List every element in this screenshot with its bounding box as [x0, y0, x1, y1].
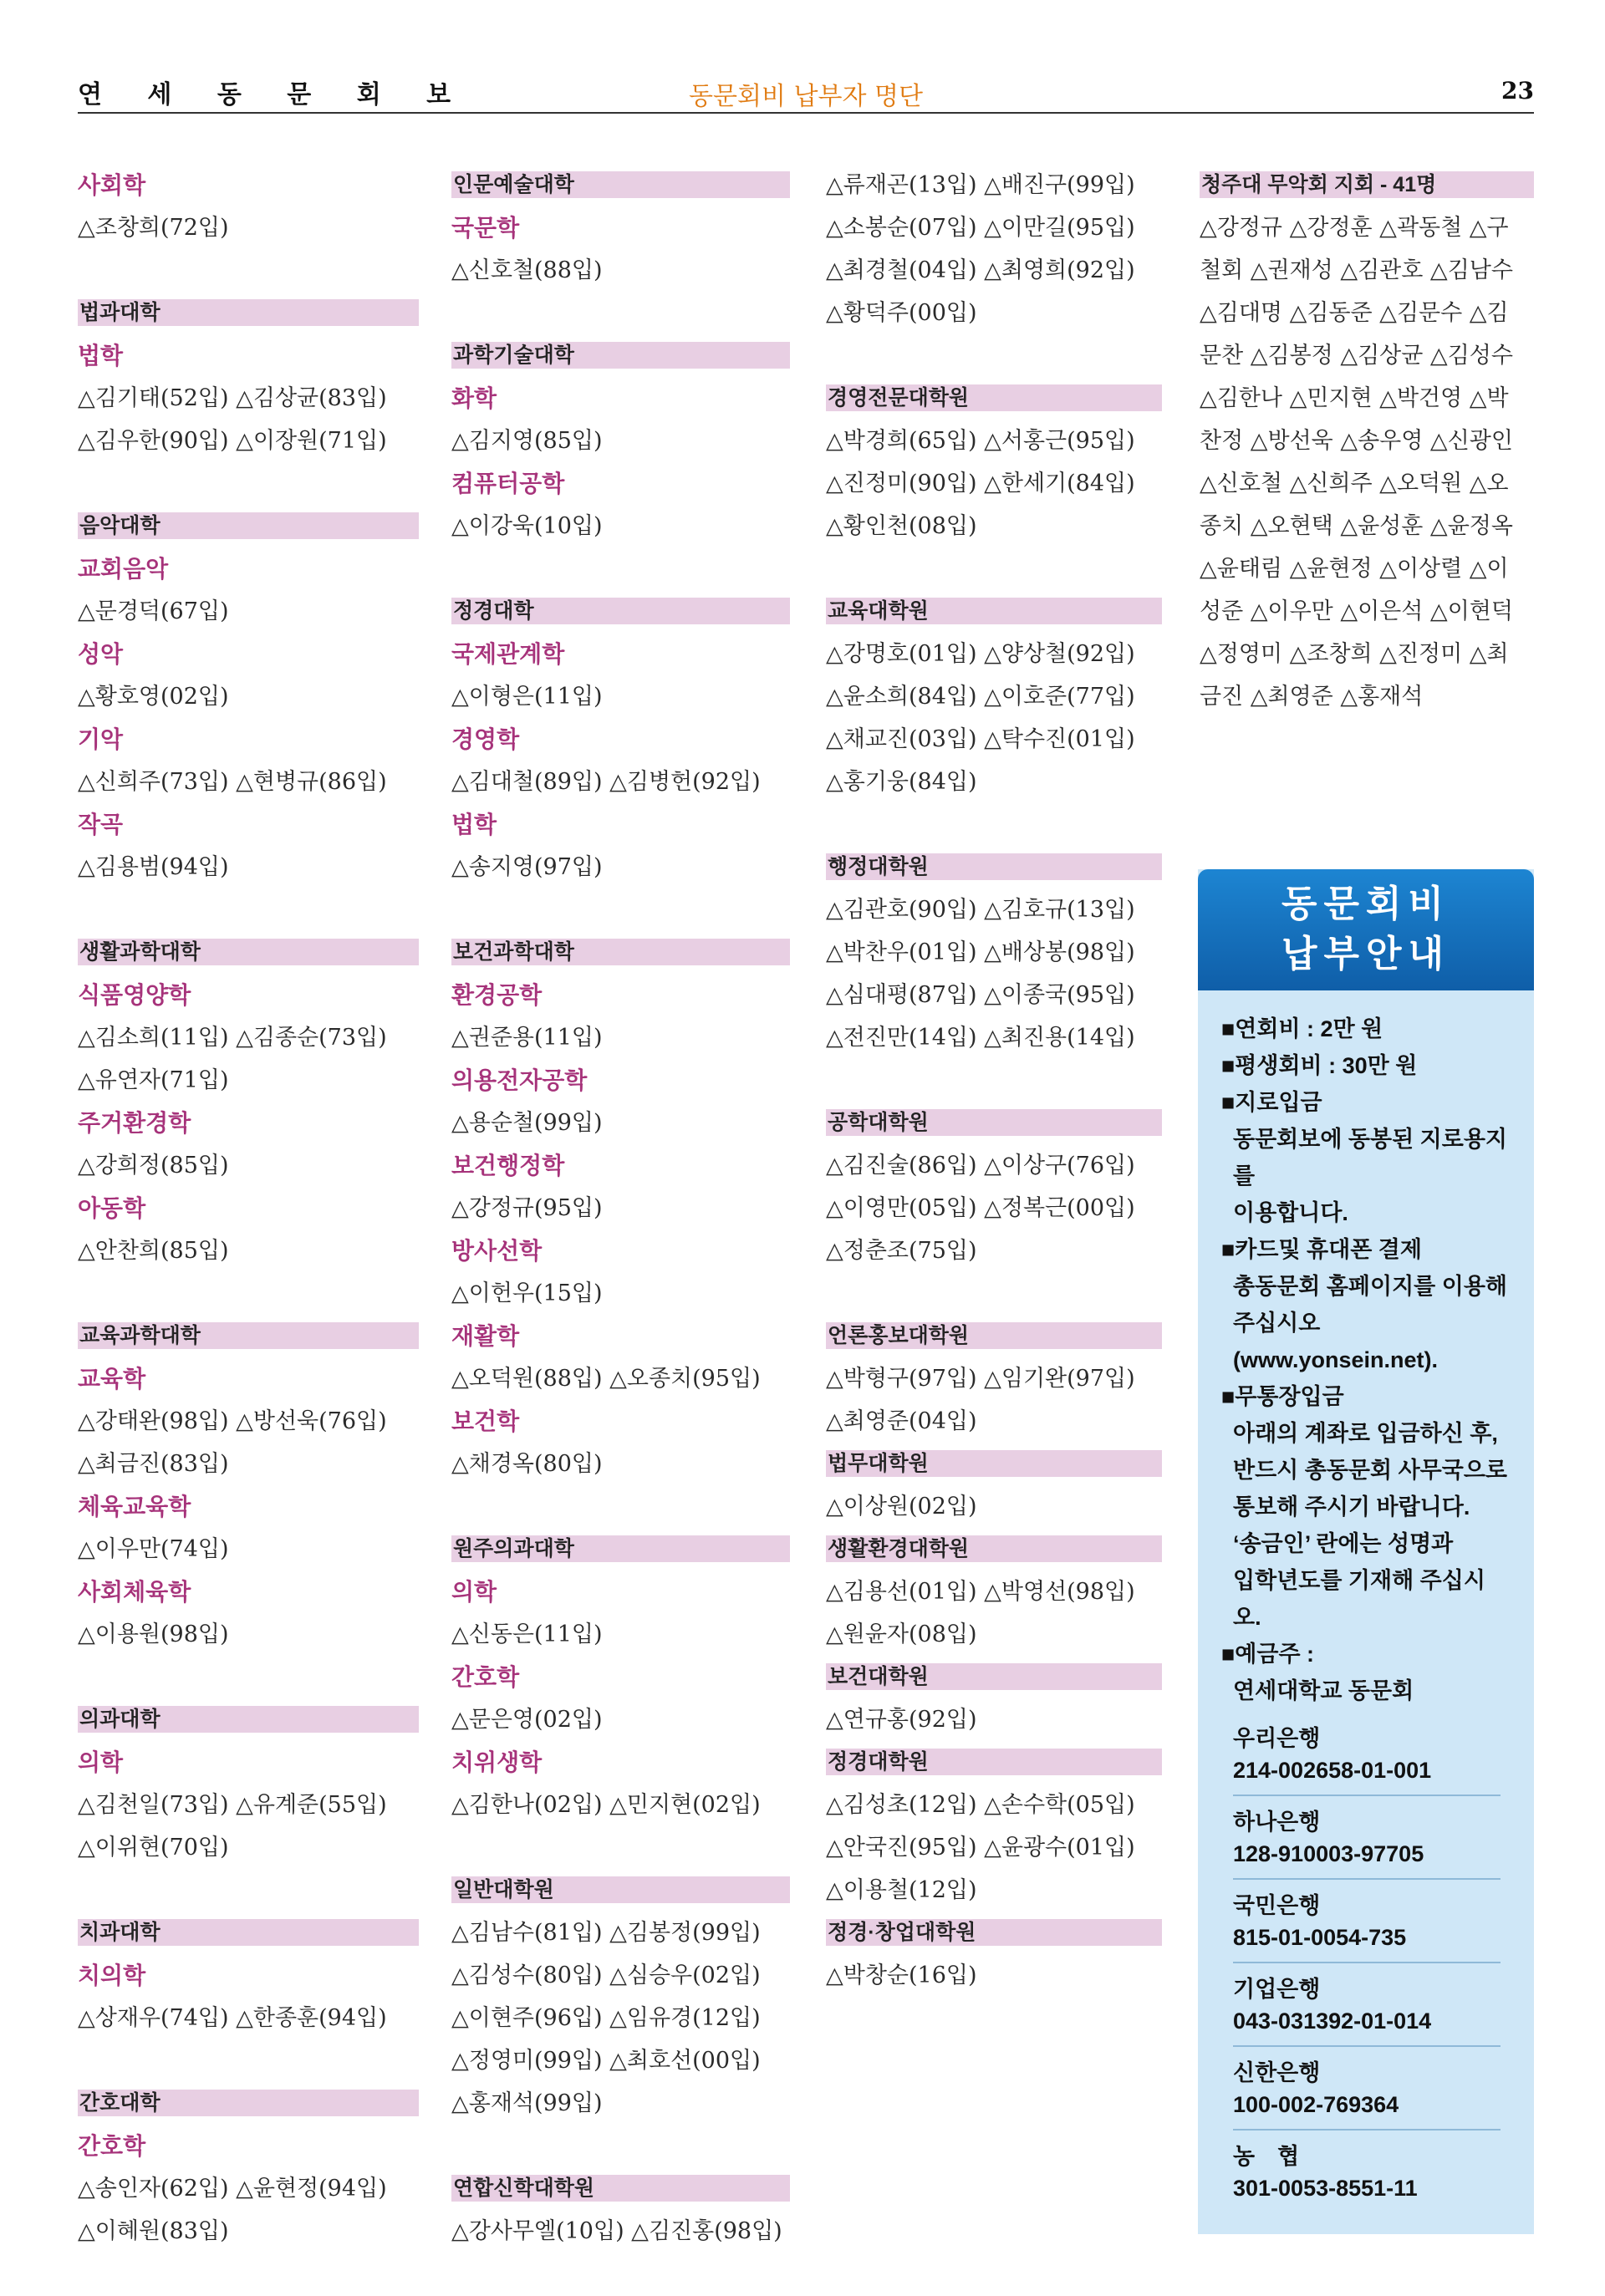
college-heading: 치과대학 — [78, 1919, 419, 1946]
department-heading: 간호학 — [78, 2133, 146, 2159]
chapter-member-line: △정영미 △조창희 △진정미 △최 — [1200, 641, 1509, 667]
page-header — [78, 74, 1534, 114]
member-entry: △유연자(71입) — [78, 1067, 229, 1093]
department-heading: 작곡 — [78, 812, 124, 837]
department-heading: 재활학 — [451, 1323, 520, 1349]
account-number: 128-910003-97705 — [1233, 1841, 1424, 1866]
bank-account-entry — [1233, 1963, 1501, 2047]
spacer — [78, 888, 419, 931]
member-entry: △안국진(95입) △윤광수(01입) — [826, 1835, 1135, 1861]
department-heading: 사회체육학 — [78, 1579, 191, 1605]
member-entry: △류재곤(13입) △배진구(99입) — [826, 172, 1135, 198]
department-heading: 사회학 — [78, 172, 146, 198]
member-entry: △황호영(02입) — [78, 684, 229, 710]
member-entry: △김천일(73입) △유계준(55입) — [78, 1792, 387, 1818]
department-heading: 아동학 — [78, 1195, 146, 1221]
chapter-member-line: 찬정 △방선욱 △송우영 △신광인 — [1200, 428, 1513, 454]
bank-transfer-text: 반드시 총동문회 사무국으로 — [1233, 1458, 1507, 1483]
department-heading: 주거환경학 — [78, 1110, 191, 1136]
spacer — [78, 2039, 419, 2082]
member-entry: △정영미(99입) △최호선(00입) — [451, 2048, 761, 2074]
member-entry: △황인천(08입) — [826, 513, 977, 539]
column-4 — [1200, 164, 1534, 718]
college-heading: 음악대학 — [78, 512, 419, 539]
bank-name: 농 협 — [1233, 2144, 1300, 2169]
department-heading: 의학 — [451, 1579, 497, 1605]
member-entry: △문경덕(67입) — [78, 598, 229, 624]
department-heading: 국제관계학 — [451, 641, 565, 667]
section-title: 동문회비 납부자 명단 — [689, 82, 923, 111]
guide-body — [1198, 990, 1534, 2212]
college-heading: 원주의과대학 — [451, 1535, 790, 1562]
bank-name: 우리은행 — [1233, 1726, 1321, 1751]
spacer — [451, 888, 790, 931]
member-entry: △진정미(90입) △한세기(84입) — [826, 471, 1135, 496]
card-text: 주십시오 — [1233, 1311, 1321, 1336]
account-number: 100-002-769364 — [1233, 2092, 1399, 2117]
member-entry: △김관호(90입) △김호규(13입) — [826, 897, 1135, 923]
member-entry: △최영준(04입) — [826, 1408, 977, 1434]
account-number: 043-031392-01-014 — [1233, 2008, 1432, 2034]
college-heading: 연합신학대학원 — [451, 2175, 790, 2202]
member-entry: △이상원(02입) — [826, 1494, 977, 1520]
member-entry: △이혜원(83입) — [78, 2218, 229, 2244]
spacer — [826, 1272, 1162, 1315]
department-heading: 방사선학 — [451, 1238, 543, 1264]
chapter-member-line: △윤태림 △윤현정 △이상렬 △이 — [1200, 556, 1509, 582]
college-heading: 정경대학 — [451, 598, 790, 624]
college-heading: 간호대학 — [78, 2090, 419, 2116]
college-heading: 의과대학 — [78, 1706, 419, 1733]
giro-text: 동문회보에 동봉된 지로용지를 — [1233, 1127, 1507, 1189]
bank-transfer-text: 입학년도를 기재해 주십시오. — [1233, 1568, 1485, 1630]
college-heading: 행정대학원 — [826, 853, 1162, 880]
member-entry: △강태완(98입) △방선욱(76입) — [78, 1408, 387, 1434]
member-entry: △문은영(02입) — [451, 1707, 603, 1733]
chapter-heading: 청주대 무악회 지회 - 41명 — [1200, 171, 1534, 198]
guide-title — [1198, 869, 1534, 990]
department-heading: 화학 — [451, 385, 497, 411]
member-entry: △박경희(65입) △서홍근(95입) — [826, 428, 1135, 454]
member-entry: △송인자(62입) △윤현정(94입) — [78, 2176, 387, 2202]
bank-transfer-text: ‘송금인’ 란에는 성명과 — [1233, 1531, 1454, 1556]
member-entry: △이위현(70입) — [78, 1835, 229, 1861]
chapter-member-line: 문찬 △김봉정 △김상균 △김성수 — [1200, 343, 1513, 369]
member-entry: △전진만(14입) △최진용(14입) — [826, 1025, 1135, 1051]
bank-list — [1221, 1713, 1511, 2212]
spacer — [78, 1869, 419, 1912]
column-1 — [78, 164, 419, 2253]
member-entry: △김성초(12입) △손수학(05입) — [826, 1792, 1135, 1818]
account-number: 815-01-0054-735 — [1233, 1925, 1407, 1950]
member-entry: △용순철(99입) — [451, 1110, 603, 1136]
college-heading: 과학기술대학 — [451, 342, 790, 369]
member-entry: △김성수(80입) △심승우(02입) — [451, 1963, 761, 1988]
bank-account-entry — [1233, 1713, 1501, 1796]
member-entry: △홍재석(99입) — [451, 2090, 603, 2116]
member-entry: △홍기웅(84입) — [826, 769, 977, 795]
account-number: 301-0053-8551-11 — [1233, 2176, 1418, 2201]
member-entry: △이형은(11입) — [451, 684, 603, 710]
card-text: 총동문회 홈페이지를 이용해 — [1233, 1274, 1507, 1299]
masthead: 연 세 동 문 회 보 — [78, 80, 470, 109]
department-heading: 보건행정학 — [451, 1153, 565, 1179]
member-entry: △김기태(52입) △김상균(83입) — [78, 385, 387, 411]
bank-transfer-title: ■무통장입금 — [1221, 1384, 1344, 1409]
member-entry: △김한나(02입) △민지현(02입) — [451, 1792, 761, 1818]
member-entry: △정춘조(75입) — [826, 1238, 977, 1264]
spacer — [451, 1485, 790, 1528]
member-entry: △이헌우(15입) — [451, 1280, 603, 1306]
member-entry: △이현주(96입) △임유경(12입) — [451, 2005, 761, 2031]
spacer — [826, 1059, 1162, 1102]
member-entry: △강사무엘(10입) △김진홍(98입) — [451, 2218, 782, 2244]
department-heading: 체육교육학 — [78, 1494, 191, 1520]
department-heading: 치의학 — [78, 1963, 146, 1988]
member-entry: △이용철(12입) — [826, 1877, 977, 1903]
member-entry: △황덕주(00입) — [826, 300, 977, 326]
spacer — [826, 803, 1162, 846]
member-entry: △상재우(74입) △한종훈(94입) — [78, 2005, 387, 2031]
member-entry: △김대철(89입) △김병헌(92입) — [451, 769, 761, 795]
member-entry: △권준용(11입) — [451, 1025, 603, 1051]
member-entry: △김용선(01입) △박영선(98입) — [826, 1579, 1135, 1605]
member-entry: △오덕원(88입) △오종치(95입) — [451, 1366, 761, 1392]
member-entry: △심대평(87입) △이종국(95입) — [826, 982, 1135, 1008]
bank-name: 국민은행 — [1233, 1893, 1321, 1918]
annual-fee: ■연회비 : 2만 원 — [1221, 1016, 1383, 1041]
college-heading: 보건과학대학 — [451, 939, 790, 965]
college-heading: 인문예술대학 — [451, 171, 790, 198]
member-entry: △신호철(88입) — [451, 257, 603, 283]
college-heading: 생활과학대학 — [78, 939, 419, 965]
member-entry: △최경철(04입) △최영희(92입) — [826, 257, 1135, 283]
spacer — [78, 1656, 419, 1698]
college-heading: 일반대학원 — [451, 1876, 790, 1903]
member-entry: △김우한(90입) △이장원(71입) — [78, 428, 387, 454]
chapter-member-line: △김대명 △김동준 △김문수 △김 — [1200, 300, 1509, 326]
department-heading: 보건학 — [451, 1408, 520, 1434]
member-entry: △김진술(86입) △이상구(76입) — [826, 1153, 1135, 1179]
member-entry: △조창희(72입) — [78, 215, 229, 241]
member-entry: △최금진(83입) — [78, 1451, 229, 1477]
chapter-member-line: 철회 △권재성 △김관호 △김남수 — [1200, 257, 1513, 283]
college-heading: 교육대학원 — [826, 598, 1162, 624]
guide-title-line2: 납부안내 — [1281, 933, 1450, 975]
member-entry: △이용원(98입) — [78, 1621, 229, 1647]
card-title: ■카드및 휴대폰 결제 — [1221, 1237, 1422, 1262]
college-heading: 경영전문대학원 — [826, 384, 1162, 411]
column-2 — [451, 164, 790, 2253]
chapter-member-line: 금진 △최영준 △홍재석 — [1200, 684, 1424, 710]
spacer — [451, 1826, 790, 1869]
college-heading: 법과대학 — [78, 299, 419, 326]
page-number: 23 — [1501, 77, 1534, 104]
lifetime-fee: ■평생회비 : 30만 원 — [1221, 1053, 1418, 1078]
website-link[interactable]: (www.yonsein.net). — [1233, 1347, 1439, 1372]
spacer — [826, 334, 1162, 377]
department-heading: 컴퓨터공학 — [451, 471, 565, 496]
chapter-member-list — [1200, 206, 1534, 718]
bank-name: 신한은행 — [1233, 2060, 1321, 2085]
giro-text: 이용합니다. — [1233, 1200, 1348, 1225]
member-entry: △김지영(85입) — [451, 428, 603, 454]
college-heading: 정경대학원 — [826, 1749, 1162, 1775]
college-heading: 정경·창업대학원 — [826, 1919, 1162, 1946]
account-holder-name: 연세대학교 동문회 — [1233, 1678, 1414, 1703]
member-entry: △김남수(81입) △김봉정(99입) — [451, 1920, 761, 1946]
member-entry: △이강욱(10입) — [451, 513, 603, 539]
spacer — [826, 547, 1162, 590]
college-heading: 언론홍보대학원 — [826, 1322, 1162, 1349]
department-heading: 의학 — [78, 1749, 124, 1775]
member-entry: △윤소희(84입) △이호준(77입) — [826, 684, 1135, 710]
bank-transfer-text: 아래의 계좌로 입금하신 후, — [1233, 1421, 1498, 1446]
member-entry: △김소희(11입) △김종순(73입) — [78, 1025, 387, 1051]
member-entry: △안찬희(85입) — [78, 1238, 229, 1264]
member-entry: △연규홍(92입) — [826, 1707, 977, 1733]
member-entry: △강정규(95입) — [451, 1195, 603, 1221]
spacer — [78, 462, 419, 505]
department-heading: 법학 — [451, 812, 497, 837]
college-heading: 생활환경대학원 — [826, 1535, 1162, 1562]
department-heading: 치위생학 — [451, 1749, 543, 1775]
chapter-member-line: 성준 △이우만 △이은석 △이현덕 — [1200, 598, 1513, 624]
department-heading: 간호학 — [451, 1664, 520, 1690]
account-number: 214-002658-01-001 — [1233, 1758, 1432, 1783]
column-3 — [826, 164, 1162, 1997]
department-heading: 성악 — [78, 641, 124, 667]
spacer — [451, 2125, 790, 2167]
member-entry: △채경옥(80입) — [451, 1451, 603, 1477]
department-heading: 법학 — [78, 343, 124, 369]
bank-account-entry — [1233, 2131, 1501, 2212]
department-heading: 국문학 — [451, 215, 520, 241]
member-entry: △강명호(01입) △양상철(92입) — [826, 641, 1135, 667]
member-entry: △원윤자(08입) — [826, 1621, 977, 1647]
member-entry: △송지영(97입) — [451, 854, 603, 880]
member-entry: △강희정(85입) — [78, 1153, 229, 1179]
chapter-member-line: △강정규 △강정훈 △곽동철 △구 — [1200, 215, 1509, 241]
account-holder-title: ■예금주 : — [1221, 1642, 1315, 1667]
member-entry: △신동은(11입) — [451, 1621, 603, 1647]
member-entry: △박찬우(01입) △배상봉(98입) — [826, 939, 1135, 965]
department-heading: 기악 — [78, 726, 124, 752]
member-entry: △채교진(03입) △탁수진(01입) — [826, 726, 1135, 752]
department-heading: 교육학 — [78, 1366, 146, 1392]
bank-account-entry — [1233, 1880, 1501, 1963]
spacer — [451, 292, 790, 334]
chapter-member-line: △김한나 △민지현 △박건영 △박 — [1200, 385, 1509, 411]
guide-title-line1: 동문회비 — [1281, 883, 1450, 925]
member-entry: △김용범(94입) — [78, 854, 229, 880]
department-heading: 경영학 — [451, 726, 520, 752]
college-heading: 보건대학원 — [826, 1663, 1162, 1690]
bank-name: 하나은행 — [1233, 1810, 1321, 1835]
department-heading: 환경공학 — [451, 982, 543, 1008]
bank-account-entry — [1233, 2047, 1501, 2131]
member-entry: △이우만(74입) — [78, 1536, 229, 1562]
giro-title: ■지로입금 — [1221, 1090, 1322, 1115]
department-heading: 의용전자공학 — [451, 1067, 588, 1093]
college-heading: 공학대학원 — [826, 1109, 1162, 1136]
spacer — [78, 249, 419, 292]
chapter-member-line: 종치 △오현택 △윤성훈 △윤정옥 — [1200, 513, 1513, 539]
college-heading: 교육과학대학 — [78, 1322, 419, 1349]
spacer — [78, 1272, 419, 1315]
payment-guide-box — [1198, 869, 1534, 2234]
college-heading: 법무대학원 — [826, 1450, 1162, 1477]
member-entry: △이영만(05입) △정복근(00입) — [826, 1195, 1135, 1221]
bank-transfer-text: 통보해 주시기 바랍니다. — [1233, 1494, 1470, 1520]
department-heading: 식품영양학 — [78, 982, 191, 1008]
spacer — [451, 547, 790, 590]
department-heading: 교회음악 — [78, 556, 169, 582]
member-entry: △박형구(97입) △임기완(97입) — [826, 1366, 1135, 1392]
bank-account-entry — [1233, 1796, 1501, 1880]
member-entry: △박창순(16입) — [826, 1963, 977, 1988]
member-entry: △신희주(73입) △현병규(86입) — [78, 769, 387, 795]
member-entry: △소봉순(07입) △이만길(95입) — [826, 215, 1135, 241]
bank-name: 기업은행 — [1233, 1977, 1321, 2002]
chapter-member-line: △신호철 △신희주 △오덕원 △오 — [1200, 471, 1509, 496]
